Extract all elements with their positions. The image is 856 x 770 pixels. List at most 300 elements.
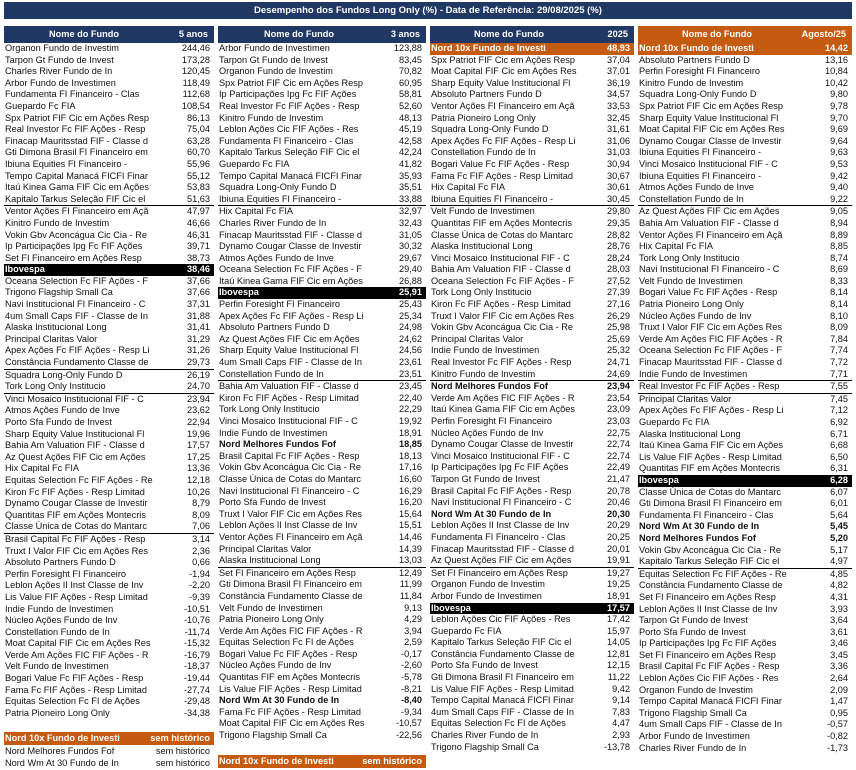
return-value: 9,05 bbox=[830, 206, 848, 217]
return-value: -9,39 bbox=[189, 591, 210, 602]
table-row bbox=[218, 380, 426, 393]
return-value: 5,17 bbox=[830, 544, 848, 555]
fund-name: Absoluto Partners Fundo D bbox=[219, 322, 330, 333]
return-value: 23,62 bbox=[187, 405, 210, 416]
fund-name: Itaú Kinea Gama FIF Cic em Ações bbox=[639, 440, 783, 451]
return-value: 31,26 bbox=[187, 345, 210, 356]
table-row bbox=[430, 532, 634, 544]
table-row bbox=[638, 743, 852, 755]
return-value: -27,74 bbox=[183, 684, 210, 695]
return-value: 30,45 bbox=[607, 193, 630, 204]
no-history-label: sem histórico bbox=[150, 733, 210, 743]
fund-name: Tarpon Gt Fundo de Invest bbox=[219, 54, 328, 65]
fund-name: Ibiuna Equities FI Financeiro - bbox=[219, 193, 342, 204]
table-row bbox=[218, 404, 426, 416]
panel-3-anos bbox=[218, 26, 426, 742]
fund-name: Porto Sfa Fundo de Invest bbox=[5, 417, 112, 427]
fund-name-header: Nome do Fundo bbox=[49, 29, 119, 39]
fund-name: Hix Capital Fc FIA bbox=[431, 182, 506, 193]
return-value: 31,03 bbox=[607, 147, 630, 158]
table-row bbox=[638, 66, 852, 78]
return-value: 26,88 bbox=[399, 275, 422, 286]
fund-name: Leblon Ações Cic FIF Ações - Res bbox=[639, 673, 779, 684]
return-value: 29,73 bbox=[187, 357, 210, 368]
table-row bbox=[4, 182, 214, 194]
return-value: 20,01 bbox=[607, 543, 630, 554]
fund-name: Hix Capital Fc FIA bbox=[639, 241, 714, 252]
return-value: 8,33 bbox=[830, 275, 848, 286]
table-row bbox=[430, 509, 634, 521]
table-row bbox=[4, 615, 214, 627]
return-value: 34,57 bbox=[607, 89, 630, 100]
fund-name: Guepardo Fc FIA bbox=[219, 158, 290, 169]
fund-name: Fundamenta FI Financeiro - Clas bbox=[5, 89, 140, 100]
return-value: 41,82 bbox=[399, 158, 422, 169]
table-row bbox=[430, 626, 634, 638]
return-value: 22,75 bbox=[607, 427, 630, 438]
return-value: 42,24 bbox=[399, 147, 422, 158]
return-value: -8,40 bbox=[401, 695, 422, 706]
fund-name: 4um Small Caps FIF - Classe de In bbox=[639, 719, 782, 730]
return-value: -13,78 bbox=[603, 741, 630, 752]
table-row bbox=[430, 544, 634, 556]
return-value: 173,28 bbox=[181, 54, 210, 65]
table-row bbox=[218, 194, 426, 206]
fund-name: Indie Fundo de Investimen bbox=[219, 427, 328, 438]
return-value: 9,70 bbox=[830, 112, 848, 123]
return-value: 32,43 bbox=[399, 217, 422, 228]
table-row bbox=[638, 311, 852, 323]
return-value: -0,57 bbox=[827, 719, 848, 730]
fund-name: Kinitro Fundo de Investim bbox=[431, 368, 536, 379]
fund-name-header: Nome do Fundo bbox=[264, 29, 334, 39]
fund-name: Vokin Gbv Aconcágua Cic Cia - Re bbox=[5, 229, 147, 240]
return-value: 3,64 bbox=[830, 615, 848, 626]
table-row bbox=[638, 276, 852, 288]
table-row bbox=[638, 592, 852, 604]
table-row bbox=[4, 627, 214, 639]
fund-name: Constância Fundamento Classe de bbox=[431, 648, 575, 659]
fund-name: Finacap Mauritsstad FIF - Classe d bbox=[639, 357, 782, 368]
table-row bbox=[430, 404, 634, 416]
fund-name: Guepardo Fc FIA bbox=[639, 417, 710, 427]
table-row bbox=[4, 440, 214, 452]
return-value: 53,83 bbox=[187, 182, 210, 193]
return-value: 12,49 bbox=[399, 567, 422, 578]
table-row bbox=[4, 194, 214, 206]
fund-name: Vokin Gbv Aconcágua Cic Cia - Re bbox=[431, 322, 573, 333]
return-value: 2,59 bbox=[404, 637, 422, 648]
return-value: 6,68 bbox=[830, 440, 848, 451]
fund-name: Fundamenta FI Financeiro - Clas bbox=[219, 135, 354, 146]
table-row bbox=[4, 487, 214, 499]
table-row bbox=[4, 299, 214, 311]
table-row bbox=[430, 276, 634, 288]
return-value: 9,78 bbox=[830, 100, 848, 111]
table-row bbox=[218, 579, 426, 591]
fund-name: Indie Fundo de Investimen bbox=[639, 368, 748, 379]
table-row bbox=[4, 580, 214, 592]
table-row bbox=[430, 428, 634, 440]
table-row bbox=[4, 498, 214, 510]
fund-name: Quantitas FIF em Ações Montecris bbox=[219, 672, 360, 683]
fund-name: Núcleo Ações Fundo de Inv bbox=[5, 615, 118, 626]
table-row bbox=[430, 334, 634, 346]
table-row bbox=[430, 439, 634, 451]
return-value: 23,94 bbox=[187, 393, 210, 404]
footer-row bbox=[218, 755, 426, 768]
fund-name: Bahia Am Valuation FIF - Classe d bbox=[639, 217, 779, 228]
fund-name: Patria Pioneiro Long Only bbox=[431, 112, 536, 123]
table-row bbox=[638, 627, 852, 639]
return-value: 244,46 bbox=[181, 43, 210, 53]
fund-name: Apex Ações Fc FIF Ações - Resp Li bbox=[431, 135, 576, 146]
column-header bbox=[638, 26, 852, 43]
fund-name: Perfin Foresight FI Financeiro bbox=[639, 66, 761, 77]
fund-name: Ventor Ações FI Financeiro em Açã bbox=[639, 229, 783, 240]
return-value: 16,20 bbox=[399, 497, 422, 508]
fund-name: Kapitalo Tarkus Seleção FIF Cic el bbox=[431, 637, 572, 648]
fund-name: Finacap Mauritsstad FIF - Classe d bbox=[5, 135, 148, 146]
table-row bbox=[4, 241, 214, 253]
return-value: 16,60 bbox=[399, 473, 422, 484]
table-row bbox=[638, 218, 852, 230]
return-value: 12,15 bbox=[607, 660, 630, 671]
table-row bbox=[430, 567, 634, 580]
table-row bbox=[638, 615, 852, 627]
return-value: 2,36 bbox=[192, 545, 210, 556]
return-value: 24,70 bbox=[187, 381, 210, 392]
fund-name: Constellation Fundo de In bbox=[639, 193, 744, 204]
return-value: 2,93 bbox=[612, 730, 630, 741]
return-value: 28,24 bbox=[607, 252, 630, 263]
return-value: 8,14 bbox=[830, 299, 848, 310]
table-row bbox=[218, 287, 426, 299]
table-row bbox=[430, 718, 634, 730]
table-row bbox=[218, 532, 426, 544]
panel-5-anos bbox=[4, 26, 214, 719]
fund-name: Velt Fundo de Investimen bbox=[5, 661, 109, 672]
table-row bbox=[218, 591, 426, 603]
fund-name: Atmos Ações Fundo de Inve bbox=[5, 405, 120, 416]
return-value: 9,42 bbox=[830, 170, 848, 181]
table-row bbox=[218, 205, 426, 218]
return-value: -22,56 bbox=[395, 730, 422, 741]
return-value: -16,79 bbox=[183, 649, 210, 660]
table-row bbox=[430, 136, 634, 148]
table-row bbox=[638, 136, 852, 148]
fund-name: Kapitalo Tarkus Seleção FIF Cic el bbox=[219, 147, 360, 158]
table-row bbox=[218, 55, 426, 67]
fund-name: Vinci Mosaico Institucional FIF - C bbox=[431, 450, 570, 461]
return-value: 8,10 bbox=[830, 310, 848, 321]
table-row bbox=[4, 393, 214, 406]
table-row bbox=[4, 521, 214, 533]
return-value: 33,53 bbox=[607, 100, 630, 111]
return-value: 8,74 bbox=[830, 252, 848, 263]
table-row bbox=[430, 147, 634, 159]
return-value: 22,74 bbox=[607, 439, 630, 450]
return-value: -8,21 bbox=[401, 683, 422, 694]
fund-name: Ventor Ações FI Financeiro em Açã bbox=[431, 100, 575, 111]
table-row bbox=[4, 661, 214, 673]
fund-name: Organon Fundo de Investim bbox=[219, 66, 333, 77]
fund-name: Dynamo Cougar Classe de Investir bbox=[219, 241, 362, 252]
table-row bbox=[218, 159, 426, 171]
return-value: 9,40 bbox=[830, 182, 848, 193]
table-row bbox=[218, 451, 426, 463]
return-value: 9,64 bbox=[830, 135, 848, 146]
table-row bbox=[430, 66, 634, 78]
return-value: 83,45 bbox=[399, 54, 422, 65]
fund-name: Itaú Kinea Gama FIF Cic em Ações bbox=[219, 275, 363, 286]
fund-name-header: Nome do Fundo bbox=[682, 29, 752, 39]
period-header: Agosto/25 bbox=[801, 29, 846, 39]
table-row bbox=[638, 241, 852, 253]
table-row bbox=[218, 718, 426, 730]
table-row bbox=[430, 579, 634, 591]
table-row bbox=[638, 194, 852, 206]
return-value: -10,51 bbox=[183, 603, 210, 614]
fund-name: Tarpon Gt Fundo de Invest bbox=[5, 54, 114, 65]
fund-name: Tork Long Only Institucio bbox=[431, 287, 532, 298]
return-value: 8,89 bbox=[830, 229, 848, 240]
return-value: 4,47 bbox=[612, 718, 630, 729]
return-value: 118,49 bbox=[182, 77, 210, 88]
return-value: 9,80 bbox=[830, 89, 848, 100]
table-row bbox=[218, 486, 426, 498]
fund-name: Ibovespa bbox=[639, 474, 679, 485]
table-row bbox=[430, 416, 634, 428]
fund-name: Ip Participações Ipg Fc FIF Ações bbox=[431, 462, 569, 473]
return-value: 23,61 bbox=[399, 357, 422, 368]
fund-name: Núcleo Ações Fundo de Inv bbox=[639, 310, 752, 321]
fund-name: Kinitro Fundo de Investim bbox=[5, 217, 110, 228]
fund-name: Vokin Gbv Aconcágua Cic Cia - Re bbox=[639, 544, 781, 555]
return-value: 9,69 bbox=[830, 124, 848, 135]
return-value: 7,55 bbox=[830, 381, 848, 392]
return-value: 22,74 bbox=[607, 450, 630, 461]
table-row bbox=[218, 660, 426, 672]
table-row bbox=[218, 555, 426, 567]
return-value: 23,09 bbox=[607, 404, 630, 415]
return-value: 3,36 bbox=[830, 661, 848, 672]
table-row bbox=[4, 124, 214, 136]
table-row bbox=[218, 230, 426, 242]
fund-name: Organon Fundo de Investim bbox=[431, 579, 545, 590]
fund-name: Patria Pioneiro Long Only bbox=[639, 299, 744, 310]
return-value: 7,84 bbox=[830, 333, 848, 344]
table-row bbox=[218, 113, 426, 125]
fund-name: Fama Fc FIF Ações - Resp Limitad bbox=[431, 170, 573, 181]
table-row bbox=[4, 685, 214, 697]
fund-name: Nord Wm At 30 Fundo de In bbox=[5, 758, 119, 768]
return-value: 4,82 bbox=[830, 580, 848, 591]
fund-name: Tarpon Gt Fundo de Invest bbox=[431, 473, 540, 484]
return-value: 9,63 bbox=[830, 147, 848, 158]
table-row bbox=[4, 638, 214, 650]
return-value: 25,98 bbox=[607, 322, 630, 333]
table-row bbox=[430, 218, 634, 230]
table-row bbox=[218, 124, 426, 136]
table-row bbox=[430, 555, 634, 567]
table-row bbox=[4, 147, 214, 159]
return-value: 7,12 bbox=[830, 405, 848, 416]
table-row bbox=[4, 369, 214, 382]
fund-name: Fundamenta FI Financeiro - Clas bbox=[639, 509, 774, 520]
return-value: 24,62 bbox=[399, 333, 422, 344]
table-row bbox=[4, 510, 214, 522]
fund-name: Tork Long Only Institucio bbox=[219, 404, 320, 415]
table-row bbox=[218, 66, 426, 78]
fund-name: Tork Long Only Institucio bbox=[639, 252, 740, 263]
table-row bbox=[638, 171, 852, 183]
table-row bbox=[218, 626, 426, 638]
return-value: 55,96 bbox=[187, 158, 210, 169]
return-value: 9,14 bbox=[612, 695, 630, 706]
return-value: -1,94 bbox=[189, 568, 210, 579]
return-value: 38,73 bbox=[187, 252, 210, 263]
report-title: Desempenho dos Fundos Long Only (%) - Data de Referência: 29/08/2025 (%) bbox=[4, 2, 852, 19]
table-row bbox=[4, 357, 214, 369]
return-value: 26,19 bbox=[187, 369, 210, 380]
fund-name: Apex Ações Fc FIF Ações - Resp Li bbox=[639, 405, 784, 416]
fund-name: Guepardo Fc FIA bbox=[5, 100, 76, 111]
fund-name: Arbor Fundo de Investimen bbox=[5, 77, 116, 88]
fund-name: Absoluto Partners Fundo D bbox=[5, 557, 116, 568]
fund-name: Bogari Value Fc FIF Ações - Resp bbox=[219, 648, 358, 659]
table-row bbox=[430, 660, 634, 672]
return-value: 18,85 bbox=[399, 439, 422, 450]
fund-name: Tempo Capital Manacá FICFI Finar bbox=[431, 695, 574, 706]
return-value: 2,09 bbox=[830, 684, 848, 695]
return-value: 48,93 bbox=[607, 43, 630, 53]
fund-name: Verde Am Ações FIC FIF Ações - R bbox=[219, 625, 363, 636]
return-value: 29,40 bbox=[399, 264, 422, 275]
table-row bbox=[218, 567, 426, 580]
table-row bbox=[430, 369, 634, 381]
fund-name: Oceana Selection Fc FIF Ações - F bbox=[219, 264, 362, 275]
return-value: 19,96 bbox=[187, 428, 210, 439]
fund-name: Principal Claritas Valor bbox=[639, 393, 732, 404]
fund-name: Patria Pioneiro Long Only bbox=[219, 614, 324, 625]
fund-name-header: Nome do Fundo bbox=[474, 29, 544, 39]
fund-name: Tempo Capital Manacá FICFI Finar bbox=[5, 170, 148, 181]
fund-name: Velt Fundo de Investimen bbox=[219, 602, 323, 613]
return-value: 37,66 bbox=[187, 275, 210, 286]
return-value: -1,73 bbox=[827, 742, 848, 753]
fund-name: Leblon Ações II Inst Classe de Inv bbox=[431, 520, 570, 531]
fund-name: Principal Claritas Valor bbox=[219, 543, 312, 554]
fund-name: Real Investor Fc FIF Ações - Resp bbox=[5, 124, 146, 135]
fund-name: Brasil Capital Fc FIF Ações - Resp bbox=[431, 485, 572, 496]
table-row bbox=[4, 569, 214, 581]
table-row bbox=[638, 429, 852, 441]
fund-name: Dynamo Cougar Classe de Investir bbox=[431, 439, 574, 450]
return-value: 15,64 bbox=[399, 508, 422, 519]
fund-name: Verde Am Ações FIC FIF Ações - R bbox=[5, 649, 149, 660]
fund-name: 4um Small Caps FIF - Classe de In bbox=[431, 706, 574, 717]
fund-name: Charles River Fundo de In bbox=[5, 66, 113, 77]
fund-name: Organon Fundo de Investim bbox=[5, 43, 119, 53]
fund-name: Ip Participações Ipg Fc FIF Ações bbox=[219, 89, 357, 100]
return-value: 37,01 bbox=[607, 66, 630, 77]
period-header: 3 anos bbox=[390, 29, 420, 39]
table-row bbox=[218, 603, 426, 615]
return-value: 2,64 bbox=[830, 673, 848, 684]
table-row bbox=[638, 124, 852, 136]
return-value: 20,46 bbox=[607, 497, 630, 508]
fund-name: Ibovespa bbox=[431, 602, 471, 613]
fund-name: Vinci Mosaico Institucional FIF - C bbox=[431, 252, 570, 263]
return-value: 11,99 bbox=[399, 579, 422, 590]
fund-name: Bogari Value Fc FIF Ações - Resp bbox=[431, 158, 570, 169]
return-value: 1,47 bbox=[830, 696, 848, 707]
table-row bbox=[4, 89, 214, 101]
table-row bbox=[638, 545, 852, 557]
fund-name: Atmos Ações Fundo de Inve bbox=[639, 182, 754, 193]
table-row bbox=[4, 276, 214, 288]
return-value: 19,92 bbox=[399, 416, 422, 426]
fund-name: Equitas Selection Fc FI de Ações bbox=[219, 637, 354, 648]
table-row bbox=[638, 253, 852, 265]
return-value: 17,42 bbox=[607, 614, 630, 625]
no-history-label: sem histórico bbox=[362, 756, 422, 766]
table-row bbox=[430, 684, 634, 696]
table-row bbox=[218, 136, 426, 148]
table-row bbox=[430, 230, 634, 242]
table-row bbox=[638, 159, 852, 171]
return-value: 10,42 bbox=[825, 77, 848, 88]
return-value: 8,09 bbox=[830, 322, 848, 333]
table-row bbox=[430, 451, 634, 463]
fund-name: Bahia Am Valuation FIF - Classe d bbox=[219, 381, 359, 392]
fund-name: Ibiuna Equities FI Financeiro - bbox=[639, 147, 762, 158]
fund-name: Charles River Fundo de In bbox=[219, 217, 327, 228]
panel-2025 bbox=[430, 26, 634, 753]
table-row bbox=[638, 287, 852, 299]
return-value: 37,31 bbox=[187, 299, 210, 310]
return-value: 30,67 bbox=[607, 170, 630, 181]
fund-name: Trigono Flagship Small Ca bbox=[219, 730, 327, 741]
table-row bbox=[430, 287, 634, 299]
return-value: 25,91 bbox=[399, 287, 422, 298]
table-row bbox=[430, 311, 634, 323]
table-row bbox=[4, 557, 214, 569]
table-row bbox=[638, 405, 852, 417]
return-value: 27,16 bbox=[607, 299, 630, 310]
return-value: 14,39 bbox=[399, 543, 422, 554]
table-row bbox=[218, 369, 426, 381]
table-row bbox=[430, 101, 634, 113]
return-value: 31,41 bbox=[187, 322, 210, 333]
table-row bbox=[218, 276, 426, 288]
fund-name: Constância Fundamento Classe de bbox=[5, 357, 149, 368]
return-value: 20,29 bbox=[607, 520, 630, 531]
table-row bbox=[430, 205, 634, 218]
fund-name: Nord Melhores Fundos Fof bbox=[639, 532, 756, 543]
fund-name: Verde Am Ações FIC FIF Ações - R bbox=[639, 333, 783, 344]
table-row bbox=[218, 147, 426, 159]
fund-name: Charles River Fundo de In bbox=[431, 730, 539, 741]
fund-name: Tempo Capital Manacá FICFI Finar bbox=[219, 170, 362, 181]
table-row bbox=[218, 428, 426, 440]
fund-name: Indie Fundo de Investimen bbox=[5, 603, 114, 614]
fund-name: Nord Wm At 30 Fundo de In bbox=[219, 695, 340, 706]
fund-name: Equitas Selection Fc FI de Ações bbox=[431, 718, 566, 729]
return-value: 23,51 bbox=[399, 368, 422, 379]
fund-name: Sharp Equity Value Institucional Fl bbox=[639, 112, 779, 123]
